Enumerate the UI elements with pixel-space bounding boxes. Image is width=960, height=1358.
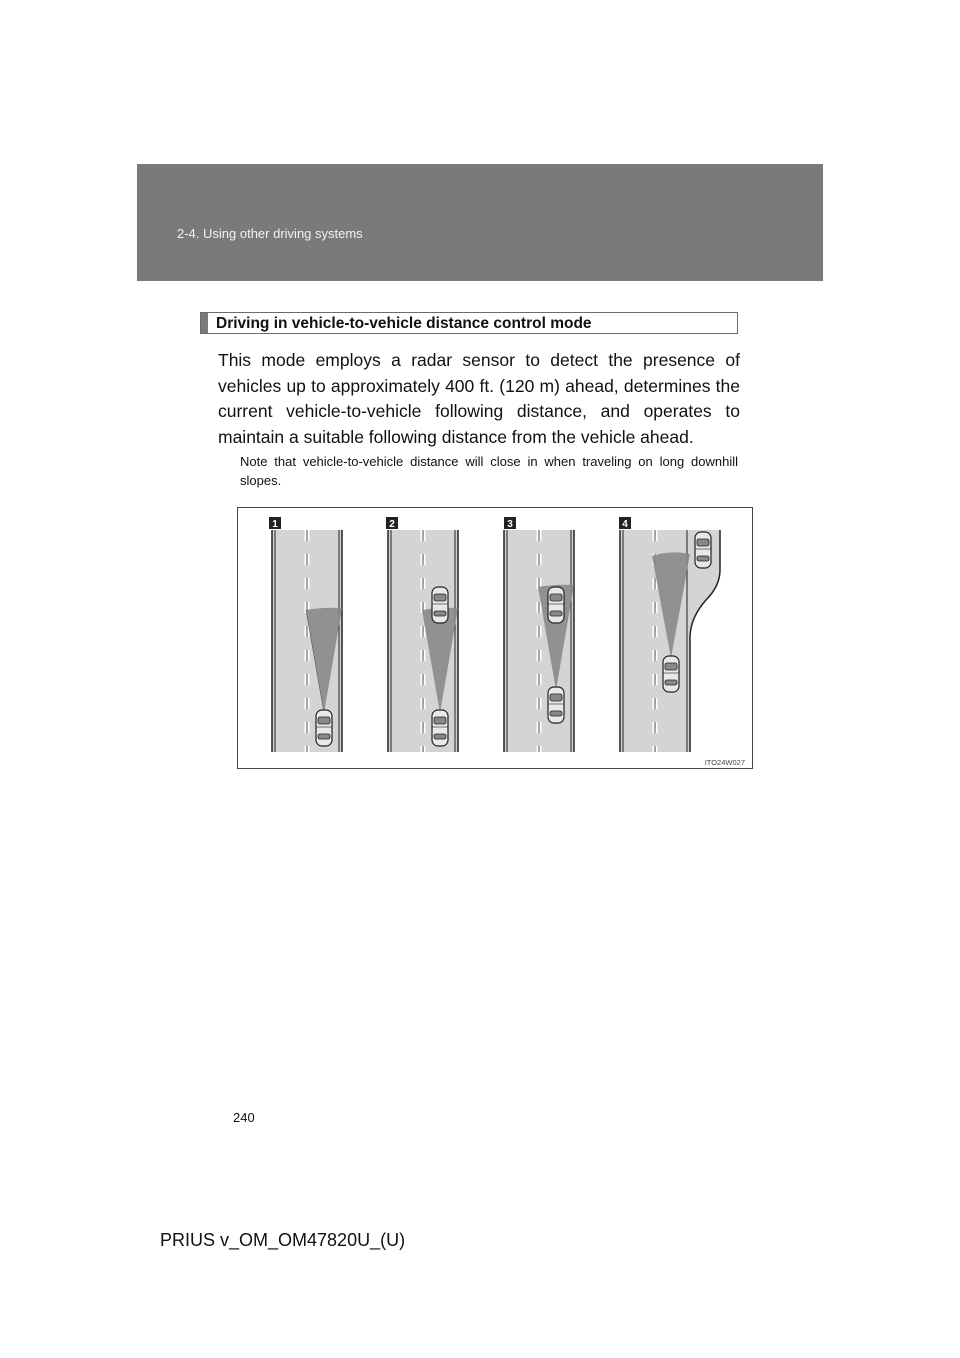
illustration-drawing xyxy=(238,508,754,770)
panel-4 xyxy=(619,517,720,752)
panel-2-label: 2 xyxy=(389,519,395,530)
panel-3 xyxy=(504,517,574,752)
header-band xyxy=(137,164,823,281)
body-paragraph: This mode employs a radar sensor to detect the presence of vehicles up to approximately 400 ft. (120 m) ahead, determines the current vehicle-to-vehicle following distance, and operates to maintain a suitable following distance from the vehicle ahead. xyxy=(218,350,740,447)
panel-1 xyxy=(269,517,342,752)
panel-2 xyxy=(386,517,458,752)
subheading-marker xyxy=(201,313,208,333)
figure-code: ITO24W027 xyxy=(704,758,745,767)
section-title: 2-4. Using other driving systems xyxy=(177,226,363,241)
panel-4-label: 4 xyxy=(622,519,628,530)
subheading-box xyxy=(200,312,738,334)
panel-3-label: 3 xyxy=(507,519,513,530)
note-paragraph: Note that vehicle-to-vehicle distance will close in when traveling on long downhill slopes. xyxy=(240,454,738,488)
document-code: PRIUS v_OM_OM47820U_(U) xyxy=(160,1230,406,1250)
panel-1-label: 1 xyxy=(272,519,278,530)
subheading: Driving in vehicle-to-vehicle distance control mode xyxy=(216,315,592,332)
page-number: 240 xyxy=(233,1110,255,1125)
illustration xyxy=(237,507,753,769)
